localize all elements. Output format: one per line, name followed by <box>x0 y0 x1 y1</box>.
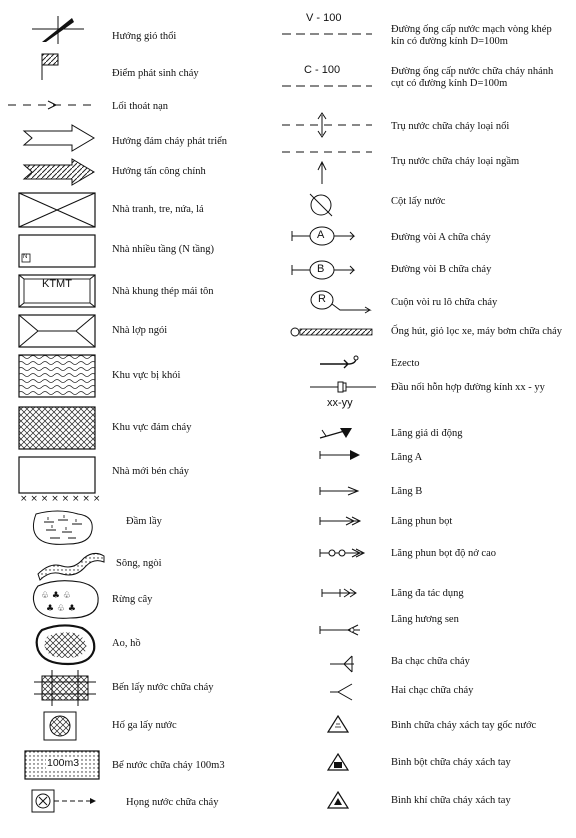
label-coupling: Đầu nối hỗn hợp đường kính xx - yy <box>391 382 545 393</box>
label-tank: Bể nước chữa cháy 100m3 <box>112 760 225 771</box>
three-way-junction-icon <box>328 652 356 676</box>
label-nozzle-b: Lăng B <box>391 486 423 497</box>
label-reel: Cuộn vòi ru lô chữa cháy <box>391 297 498 308</box>
label-smoke: Khu vực bị khói <box>112 370 181 381</box>
forest-icon <box>30 578 104 622</box>
multi-storey-house-icon <box>18 234 96 268</box>
label-wind: Hướng gió thổi <box>112 31 177 42</box>
reel-badge: R <box>318 293 326 305</box>
tile-roof-house-icon <box>18 314 96 348</box>
label-spread: Hướng đám cháy phát triển <box>112 136 228 147</box>
label-multi: Nhà nhiều tầng (N tầng) <box>112 244 215 255</box>
label-ignition: Điểm phát sinh cháy <box>112 68 199 79</box>
label-lotus: Lăng hương sen <box>391 614 459 625</box>
hydrant-throat-icon <box>30 788 100 814</box>
label-ejector: Ezecto <box>391 358 420 369</box>
label-forest: Rừng cây <box>112 594 153 605</box>
river-icon <box>36 548 108 582</box>
label-ext-powder: Bình bột chữa cháy xách tay <box>391 757 511 768</box>
branch-line-icon <box>282 84 372 88</box>
nozzle-a-icon <box>318 448 362 462</box>
smoke-area-icon <box>18 354 96 398</box>
water-pit-icon <box>42 710 78 742</box>
newly-burning-house-icon <box>18 456 101 504</box>
powder-extinguisher-icon <box>326 752 350 772</box>
mobile-nozzle-icon <box>318 424 358 442</box>
label-foam-high: Lăng phun bọt độ nở cao <box>391 548 496 559</box>
label-hose-b: Đường vòi B chữa cháy <box>391 264 492 275</box>
label-hydrant-under: Trụ nước chữa cháy loại ngầm <box>391 156 520 167</box>
coupling-code: xx-yy <box>327 397 353 409</box>
ring-code: V - 100 <box>306 12 342 24</box>
label-mobile-nozzle: Lăng giá di động <box>391 428 463 439</box>
label-thatch: Nhà tranh, tre, nứa, lá <box>112 204 204 215</box>
label-river: Sông, ngòi <box>116 558 162 569</box>
svg-text:♧ ♣ ♧: ♧ ♣ ♧ <box>41 591 71 601</box>
label-ext-water: Bình chữa cháy xách tay gốc nước <box>391 720 537 731</box>
high-expansion-foam-icon <box>318 546 368 560</box>
multi-purpose-nozzle-icon <box>320 586 360 600</box>
label-ext-gas: Bình khí chữa cháy xách tay <box>391 795 511 806</box>
escape-route-icon <box>8 98 98 112</box>
suction-hose-icon <box>290 326 374 338</box>
svg-text:× × × × × × × ×: × × × × × × × × <box>20 494 101 504</box>
hydrant-above-icon <box>282 110 372 140</box>
ignition-flag-icon <box>36 52 66 82</box>
ring-main-line-icon <box>282 32 372 36</box>
label-swamp: Đầm lầy <box>126 516 162 527</box>
two-way-junction-icon <box>328 680 356 704</box>
svg-text:♣ ♧ ♣: ♣ ♧ ♣ <box>46 604 76 614</box>
tank-badge: 100m3 <box>47 757 80 769</box>
label-attack: Hướng tấn công chính <box>112 166 206 177</box>
hose-a-badge: A <box>317 229 325 241</box>
wind-direction-icon <box>28 12 88 46</box>
label-hose-a: Đường vòi A chữa cháy <box>391 232 491 243</box>
label-three-way: Ba chạc chữa cháy <box>391 656 470 667</box>
label-fire: Khu vực đám cháy <box>112 422 192 433</box>
fire-spread-arrow-icon <box>22 124 98 152</box>
pond-icon <box>32 622 98 666</box>
water-extinguisher-icon <box>326 714 350 734</box>
label-suction: Ống hút, giỏ lọc xe, máy bơm chữa cháy <box>391 326 563 337</box>
label-nozzle-a: Lăng A <box>391 452 423 463</box>
water-wharf-icon <box>30 668 100 708</box>
nozzle-b-icon <box>318 484 362 498</box>
label-branch: Đường ống cấp nước chữa cháy nhánh cụt có đường kính D=100m <box>391 66 554 89</box>
label-wharf: Bến lấy nước chữa cháy <box>112 682 214 693</box>
label-exit: Lối thoát nạn <box>112 101 168 112</box>
gas-extinguisher-icon <box>326 790 350 810</box>
fire-area-icon <box>18 406 96 450</box>
label-column: Cột lấy nước <box>391 196 446 207</box>
label-two-way: Hai chạc chữa cháy <box>391 685 474 696</box>
label-ring: Đường ống cấp nước mạch vòng khép kín có đường kính D=100m <box>391 24 552 47</box>
foam-nozzle-icon <box>318 514 364 528</box>
steel-badge: KTMT <box>42 278 72 290</box>
branch-code: C - 100 <box>304 64 341 76</box>
main-attack-arrow-icon <box>22 158 98 186</box>
swamp-icon <box>28 508 100 548</box>
label-hydrant-above: Trụ nước chữa cháy loại nổi <box>391 121 510 132</box>
label-foam: Lăng phun bọt <box>391 516 453 527</box>
label-pond: Ao, hồ <box>112 638 141 649</box>
label-throat: Họng nước chữa cháy <box>126 797 219 808</box>
hydrant-underground-icon <box>282 148 372 186</box>
hose-b-badge: B <box>317 263 325 275</box>
thatch-house-icon <box>18 192 96 228</box>
label-pit: Hố ga lấy nước <box>112 720 177 731</box>
storey-badge: N <box>23 254 28 260</box>
label-steel: Nhà khung thép mái tôn <box>112 286 214 297</box>
label-tile: Nhà lợp ngói <box>112 325 168 336</box>
hose-b-icon <box>290 258 360 282</box>
ejector-icon <box>318 352 368 372</box>
label-multi-nozzle: Lăng đa tác dụng <box>391 588 464 599</box>
hose-a-icon <box>290 224 360 248</box>
coupling-icon <box>310 380 376 394</box>
shower-nozzle-icon <box>318 622 364 638</box>
label-edge: Nhà mới bén cháy <box>112 466 189 477</box>
water-column-icon <box>306 190 336 220</box>
